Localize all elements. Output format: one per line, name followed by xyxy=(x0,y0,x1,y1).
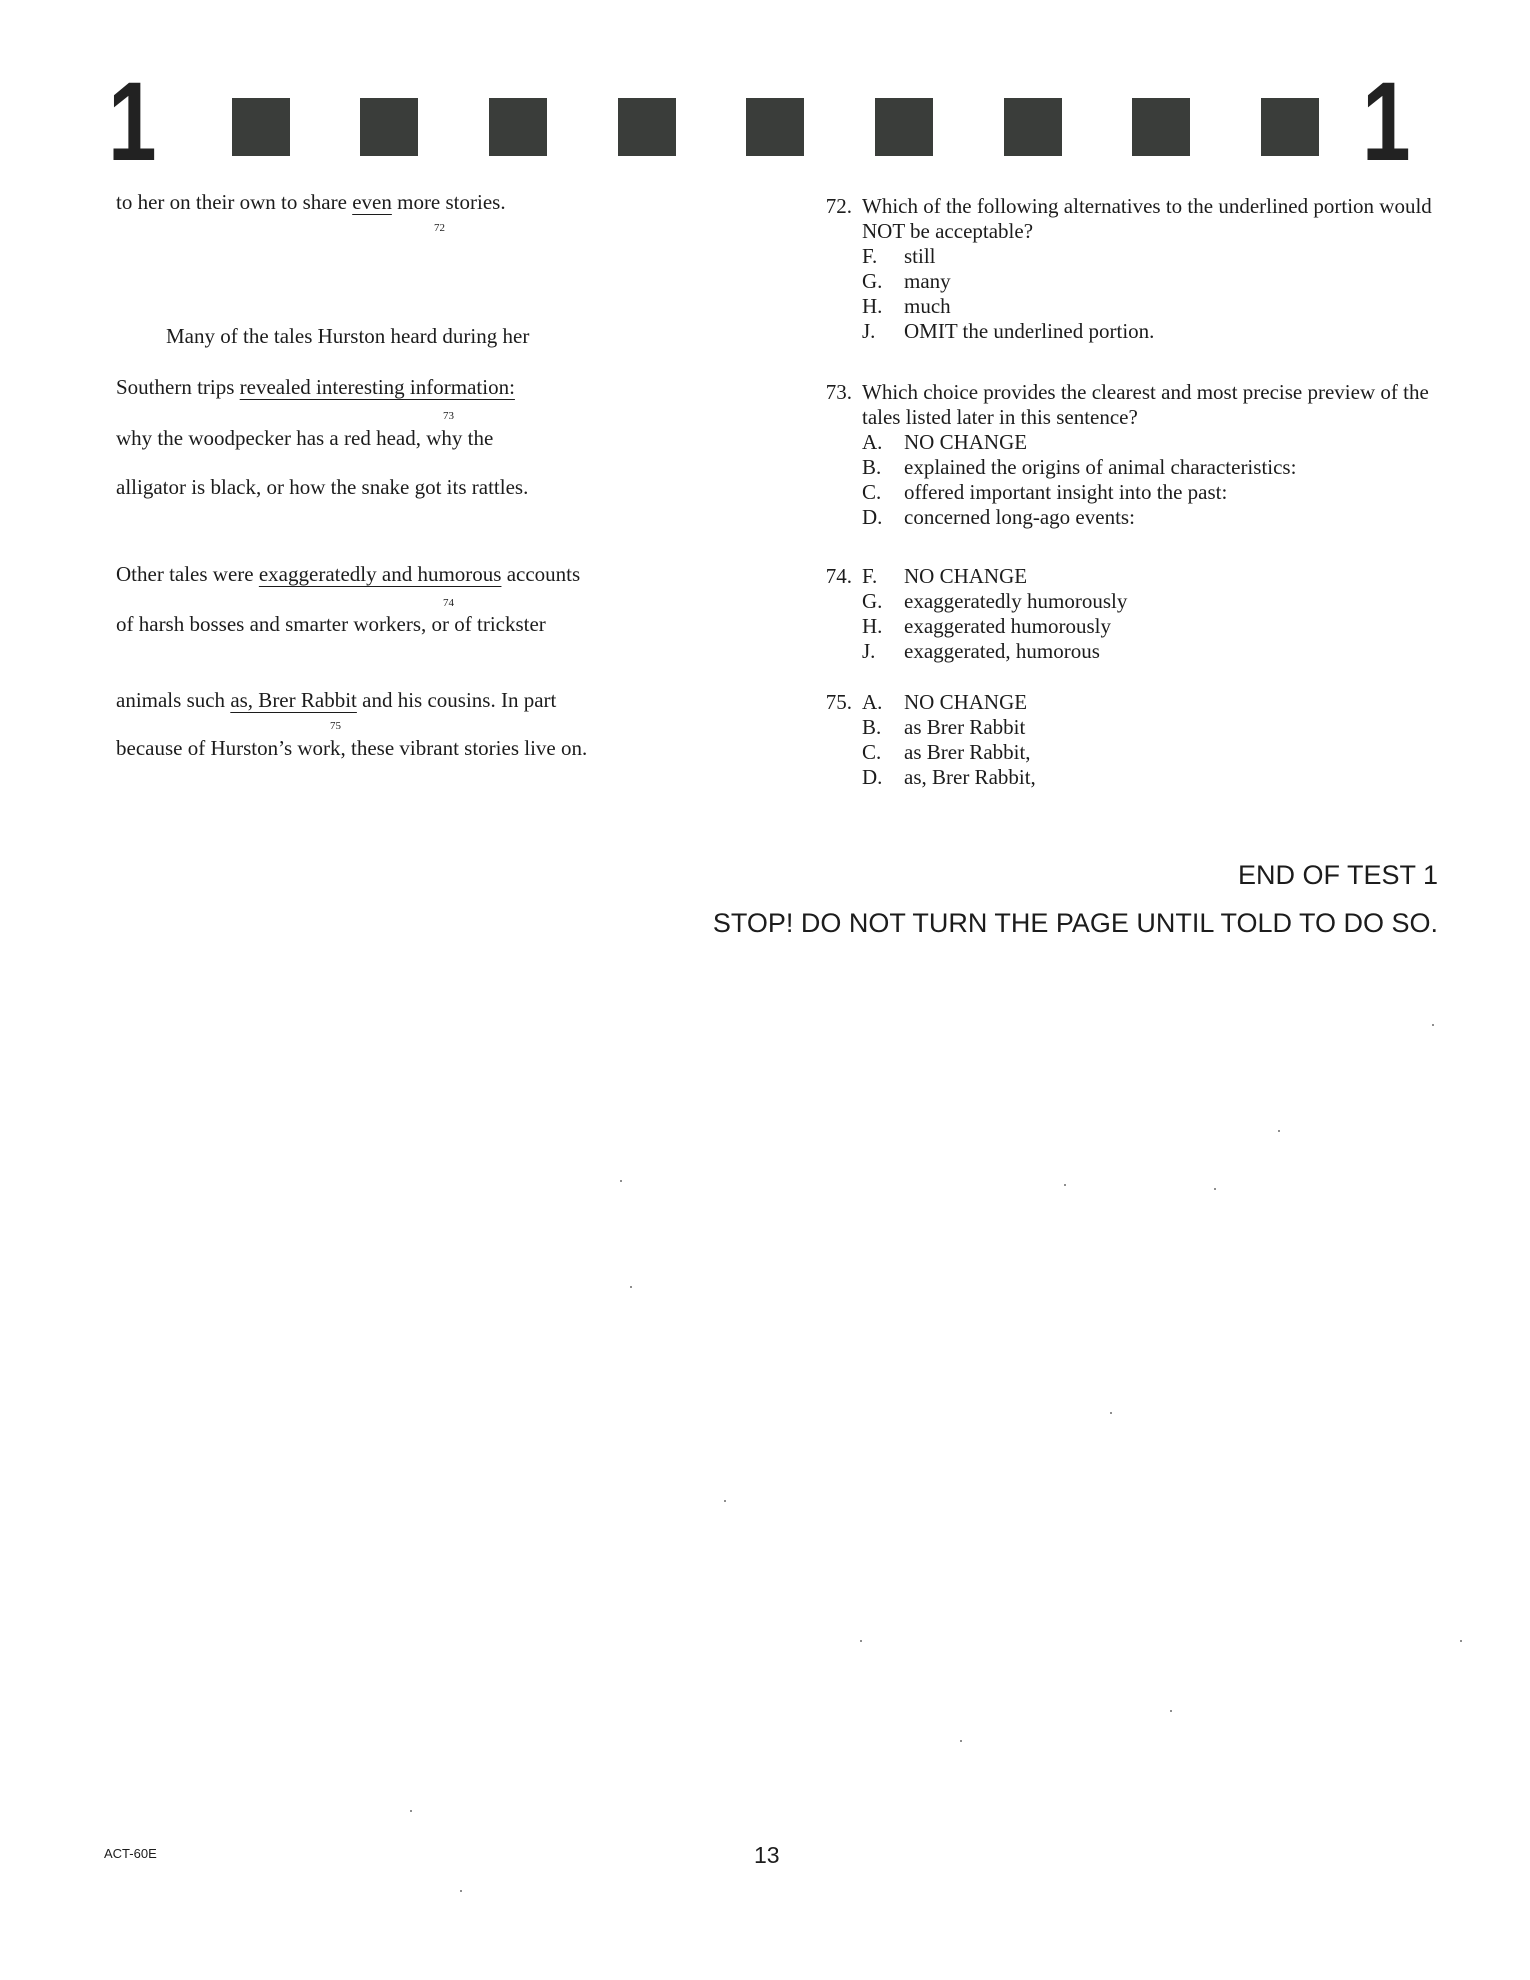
page-number: 13 xyxy=(754,1842,780,1868)
question-ref-73: 73 xyxy=(443,410,454,422)
passage-line: Southern trips revealed interesting information: xyxy=(116,375,515,399)
question-ref-72: 72 xyxy=(434,222,445,234)
question-number: 74. xyxy=(825,564,852,588)
question-number: 72. xyxy=(825,194,852,218)
answer-option[interactable]: B. explained the origins of animal characteristics: xyxy=(862,455,1297,479)
end-of-test-heading: END OF TEST 1 xyxy=(1237,860,1438,890)
passage-line: alligator is black, or how the snake got its rattles. xyxy=(116,475,529,499)
passage-line: because of Hurston’s work, these vibrant stories live on. xyxy=(116,736,588,760)
form-code: ACT-60E xyxy=(104,1846,157,1861)
header-square xyxy=(875,98,933,156)
question-stem: Which choice provides the clearest and most precise preview of the tales listed later in this sentence? xyxy=(862,380,1429,429)
answer-option[interactable]: A. NO CHANGE xyxy=(862,690,1028,714)
underlined-portion-72: even xyxy=(352,190,392,214)
header-square xyxy=(232,98,290,156)
header-square xyxy=(489,98,547,156)
passage-line: Other tales were exaggeratedly and humorous accounts xyxy=(116,562,581,586)
answer-option[interactable]: F. NO CHANGE xyxy=(862,564,1028,588)
header-square xyxy=(1004,98,1062,156)
header-square xyxy=(1132,98,1190,156)
question-stem: Which of the following alternatives to the underlined portion would NOT be acceptable? xyxy=(862,194,1432,243)
answer-option[interactable]: B. as Brer Rabbit xyxy=(862,715,1026,739)
answer-option[interactable]: G. many xyxy=(862,269,951,293)
question-74 xyxy=(806,564,1436,664)
question-number: 75. xyxy=(825,690,852,714)
header-square xyxy=(360,98,418,156)
answer-option[interactable]: J. OMIT the underlined portion. xyxy=(862,319,1155,343)
underlined-portion-74: exaggeratedly and humorous xyxy=(258,562,502,586)
passage-line: to her on their own to share even more stories. xyxy=(116,190,506,214)
answer-option[interactable]: A. NO CHANGE xyxy=(862,430,1028,454)
header-square xyxy=(618,98,676,156)
question-ref-74: 74 xyxy=(443,597,454,609)
answer-option[interactable]: G. exaggeratedly humorously xyxy=(862,589,1128,613)
answer-option[interactable]: C. as Brer Rabbit, xyxy=(862,740,1031,764)
question-number: 73. xyxy=(825,380,852,404)
passage-line: animals such as, Brer Rabbit and his cousins. In part xyxy=(116,688,557,712)
answer-option[interactable]: D. as, Brer Rabbit, xyxy=(862,765,1036,789)
question-73 xyxy=(806,380,1436,530)
answer-option[interactable]: H. exaggerated humorously xyxy=(862,614,1112,638)
section-number-left: 1 xyxy=(108,59,157,184)
underlined-portion-75: as, Brer Rabbit xyxy=(230,688,357,712)
passage-line: why the woodpecker has a red head, why the xyxy=(116,426,494,450)
answer-option[interactable]: C. offered important insight into the past: xyxy=(862,480,1228,504)
answer-option[interactable]: H. much xyxy=(862,294,951,318)
answer-option[interactable]: J. exaggerated, humorous xyxy=(862,639,1100,663)
section-number-right: 1 xyxy=(1362,59,1411,184)
stop-instruction: STOP! DO NOT TURN THE PAGE UNTIL TOLD TO DO SO. xyxy=(712,908,1438,938)
underlined-portion-73: revealed interesting information: xyxy=(239,375,515,399)
answer-option[interactable]: F. still xyxy=(862,244,936,268)
question-75 xyxy=(806,690,1436,790)
answer-option[interactable]: D. concerned long-ago events: xyxy=(862,505,1135,529)
question-ref-75: 75 xyxy=(330,720,341,732)
passage-line: of harsh bosses and smarter workers, or of trickster xyxy=(116,612,546,636)
header-square xyxy=(1261,98,1319,156)
passage-line: Many of the tales Hurston heard during her xyxy=(166,324,530,348)
header-square xyxy=(746,98,804,156)
question-72 xyxy=(806,194,1436,344)
